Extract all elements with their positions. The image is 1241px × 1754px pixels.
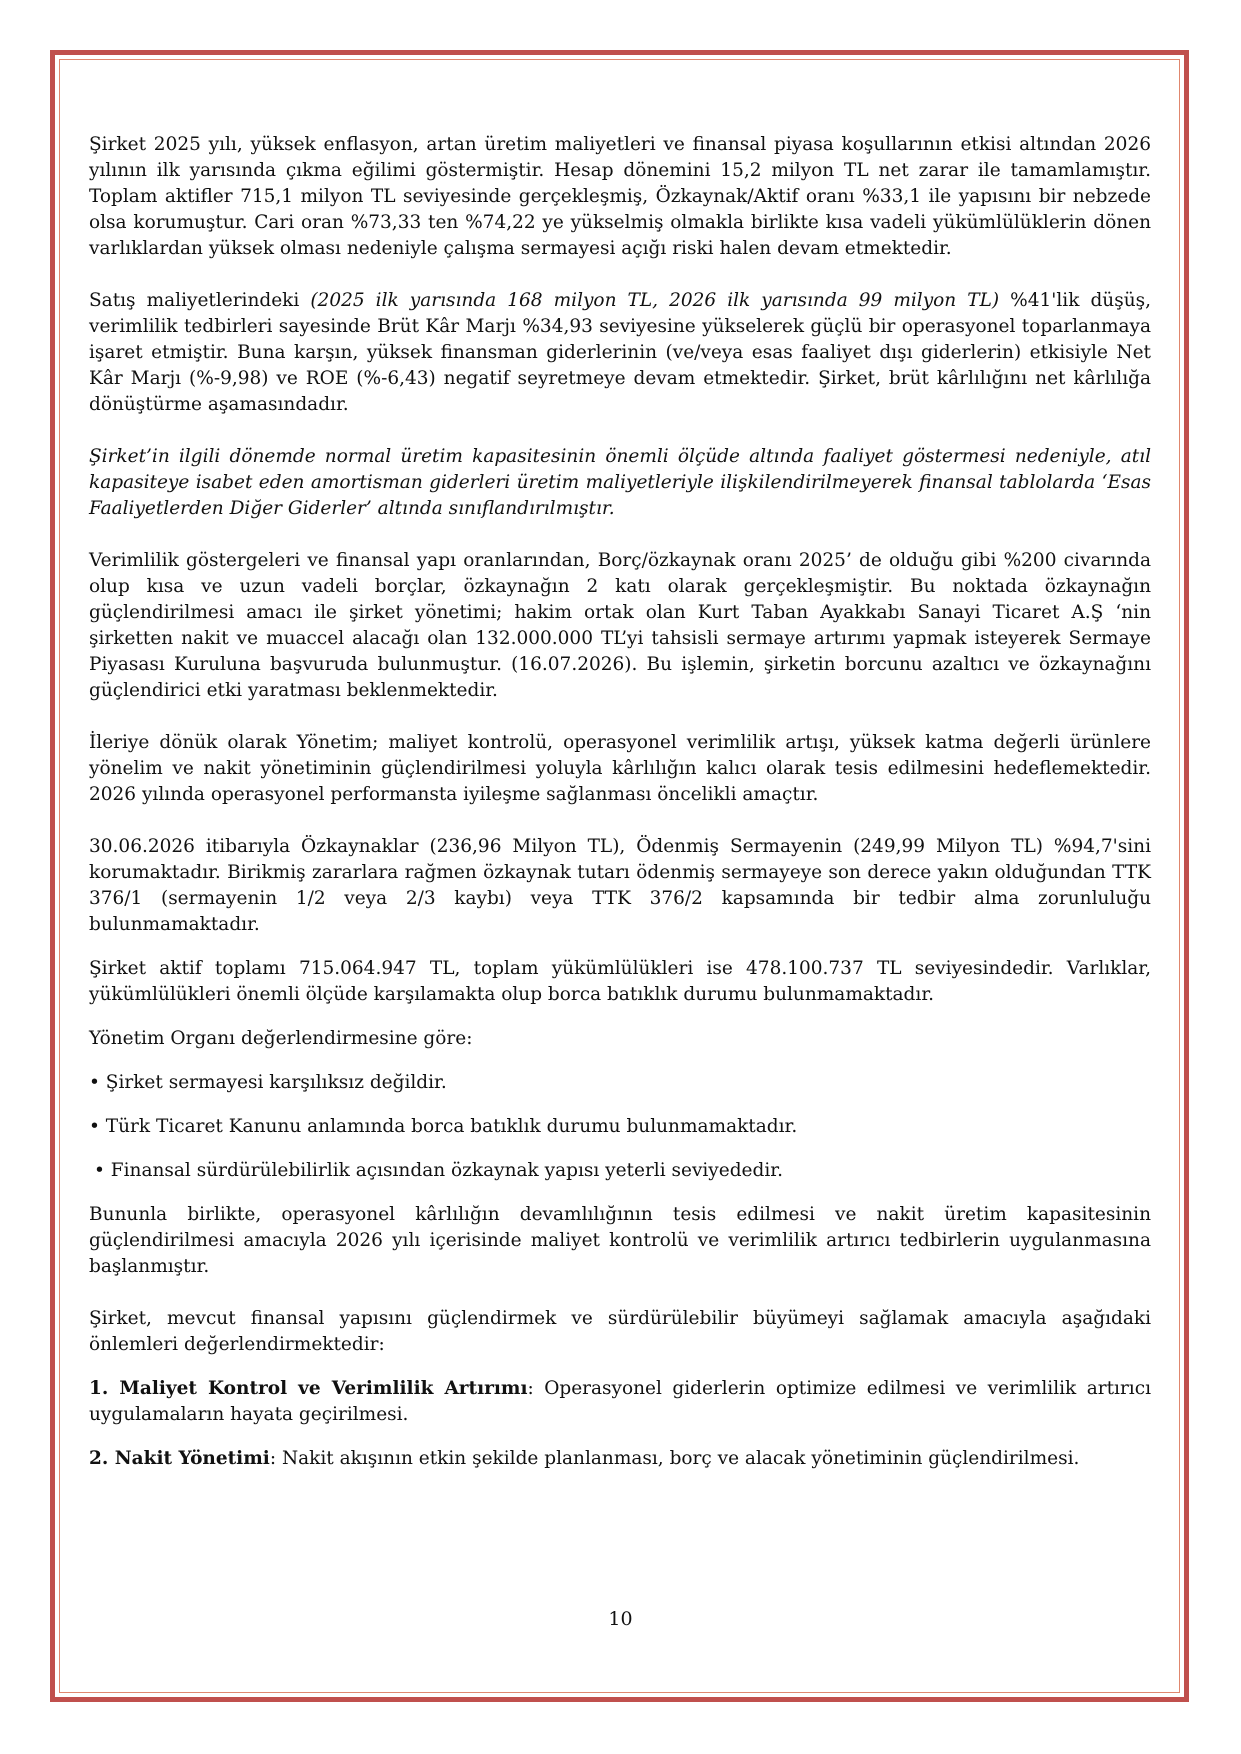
paragraph-sales-costs [89,288,1151,418]
bullet-sustainability: • Finansal sürdürülebilirlik açısından özkaynak yapısı yeterli seviyededir. [94,1160,783,1181]
measure-text: : Nakit akışının etkin şekilde planlanması, borç ve alacak yönetiminin güçlendirilmesi. [269,1448,1080,1469]
measure-item [89,1446,1151,1472]
measure-item [89,1376,1151,1428]
sales-costs-body: %41'lik düşüş, verimlilik tedbirleri sayesinde Brüt Kâr Marjı %34,93 seviyesine yükselerek güçlü bir operasyonel toparlanmaya işaret etmiştir. Buna karşın, yüksek finansman giderlerinin (ve/veya esas faaliyet dışı giderlerin) etkisiyle Net Kâr Marjı (%-9,98) ve ROE (%-6,43) negatif seyretmeye devam etmektedir. Şirket, brüt kârlılığını net kârlılığa dönüştürme aşamasındadır. [89,290,1151,415]
paragraph-equity-capital: 30.06.2026 itibarıyla Özkaynaklar (236,96 Milyon TL), Ödenmiş Sermayenin (249,99 Milyon TL) %94,7'sini korumaktadır. Birikmiş zararlara rağmen özkaynak tutarı ödenmiş sermayeye son derece yakın olduğundan TTK 376/1 (sermayenin 1/2 veya 2/3 kaybı) veya TTK 376/2 kapsamında bir tedbir alma zorunluluğu bulunmamaktadır. [89,836,1151,935]
document-body [89,132,1151,1472]
bullet-insolvency: • Türk Ticaret Kanunu anlamında borca batıklık durumu bulunmamaktadır. [89,1116,798,1137]
paragraph-financial-summary: Şirket 2025 yılı, yüksek enflasyon, artan üretim maliyetleri ve finansal piyasa koşullarının etkisi altından 2026 yılının ilk yarısında çıkma eğilimi göstermiştir. Hesap dönemini 15,2 milyon TL net zarar ile tamamlamıştır. Toplam aktifler 715,1 milyon TL seviyesinde gerçekleşmiş, Özkaynak/Aktif oranı %33,1 ile yapısını bir nebzede olsa korumuştur. Cari oran %73,33 ten %74,22 ye yükselmiş olmakla birlikte kısa vadeli yükümlülüklerin dönen varlıklardan yüksek olması nedeniyle çalışma sermayesi açığı riski halen devam etmektedir. [89,134,1151,259]
page-number: 10 [608,1608,633,1630]
measure-title: 2. Nakit Yönetimi [89,1448,270,1469]
paragraph-measures-started: Bununla birlikte, operasyonel kârlılığın devamlılığının tesis edilmesi ve nakit üretim kapasitesinin güçlendirilmesi amacıyla 2026 yılı içerisinde maliyet kontrolü ve verimlilik artırıcı tedbirlerin uygulanmasına başlanmıştır. [89,1204,1151,1277]
measure-title: 1. Maliyet Kontrol ve Verimlilik Artırımı [89,1378,528,1399]
paragraph-board-assessment: Yönetim Organı değerlendirmesine göre: [89,1028,473,1049]
paragraph-debt-equity: Verimlilik göstergeleri ve finansal yapı oranlarından, Borç/özkaynak oranı 2025’ de olduğu gibi %200 civarında olup kısa ve uzun vadeli borçlar, özkaynağın 2 katı olarak gerçekleşmiştir. Bu noktada özkaynağın güçlendirilmesi amacı ile şirket yönetimi; hakim ortak olan Kurt Taban Ayakkabı Sanayi Ticaret A.Ş ‘nin şirketten nakit ve muaccel alacağı olan 132.000.000 TL’yi tahsisli sermaye artırımı yapmak isteyerek Sermaye Piyasası Kuruluna başvuruda bulunmuştur. (16.07.2026). Bu işlemin, şirketin borcunu azaltıcı ve özkaynağını güçlendirici etki yaratması beklenmektedir. [89,550,1151,701]
paragraph-measures-intro: Şirket, mevcut finansal yapısını güçlendirmek ve sürdürülebilir büyümeyi sağlamak amacıyla aşağıdaki önlemleri değerlendirmektedir: [89,1308,1151,1355]
paragraph-idle-capacity-note: Şirket’in ilgili dönemde normal üretim kapasitesinin önemli ölçüde altında faaliyet göstermesi nedeniyle, atıl kapasiteye isabet eden amortisman giderleri üretim maliyetleriyle ilişkilendirilmeyerek finansal tablolarda ‘Esas Faaliyetlerden Diğer Giderler’ altında sınıflandırılmıştır. [89,446,1151,519]
paragraph-outlook: İleriye dönük olarak Yönetim; maliyet kontrolü, operasyonel verimlilik artışı, yüksek katma değerli ürünlere yönelim ve nakit yönetiminin güçlendirilmesi yoluyla kârlılığın kalıcı olarak tesis edilmesini hedeflemektedir. 2026 yılında operasyonel performansta iyileşme sağlanması öncelikli amaçtır. [89,732,1151,805]
sales-costs-intro: Satış maliyetlerindeki [89,290,311,311]
sales-costs-period-note: (2025 ilk yarısında 168 milyon TL, 2026 ilk yarısında 99 milyon TL) [310,290,1000,311]
bullet-capital: • Şirket sermayesi karşılıksız değildir. [89,1072,447,1093]
paragraph-assets-liabilities: Şirket aktif toplamı 715.064.947 TL, toplam yükümlülükleri ise 478.100.737 TL seviyesindedir. Varlıklar, yükümlülükleri önemli ölçüde karşılamakta olup borca batıklık durumu bulunmamaktadır. [89,958,1151,1005]
measure-text: : Operasyonel giderlerin optimize edilmesi ve verimlilik artırıcı uygulamaların hayata geçirilmesi. [89,1378,1151,1425]
